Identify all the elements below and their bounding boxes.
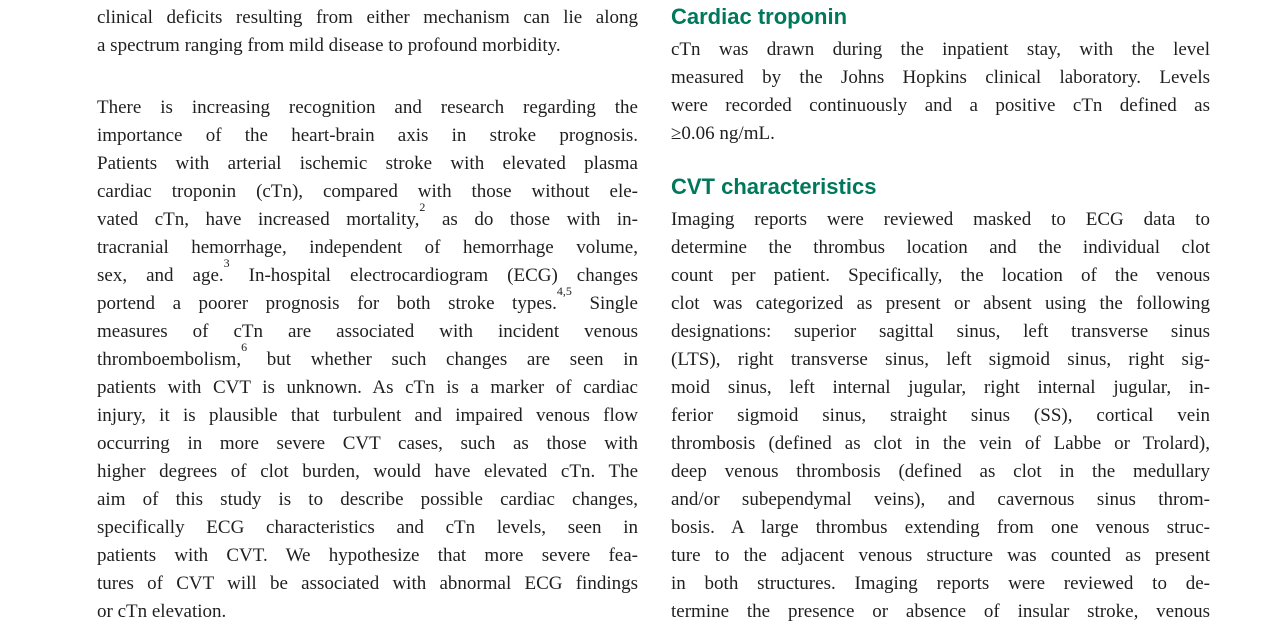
- text-line: (LTS), right transverse sinus, left sigmoid sinus, right sig-: [671, 349, 1210, 370]
- paragraph: [97, 94, 638, 626]
- section: [671, 4, 1210, 148]
- text-line: Imaging reports were reviewed masked to ECG data to: [671, 209, 1210, 230]
- paragraph: [97, 4, 638, 60]
- reference-superscript: 3: [223, 255, 230, 270]
- text-line: ≥0.06 ng/mL.: [671, 123, 775, 144]
- text-line: clot was categorized as present or absent using the following: [671, 293, 1210, 314]
- text-line: designations: superior sagittal sinus, left transverse sinus: [671, 321, 1210, 342]
- text-line: measured by the Johns Hopkins clinical laboratory. Levels: [671, 67, 1210, 88]
- text-line: and/or subependymal veins), and cavernous sinus throm-: [671, 489, 1210, 510]
- text-line: or cTn elevation.: [97, 601, 227, 622]
- right-column: [671, 4, 1210, 626]
- text-line: cTn was drawn during the inpatient stay, with the level: [671, 39, 1210, 60]
- text-line: moid sinus, left internal jugular, right internal jugular, in-: [671, 377, 1210, 398]
- text-line: vated cTn, have increased mortality,$^2$ as do those with in-: [97, 199, 639, 230]
- text-line: ture to the adjacent venous structure was counted as present: [671, 545, 1210, 566]
- section-heading: Cardiac troponin: [671, 4, 848, 29]
- text-line: were recorded continuously and a positive cTn defined as: [671, 95, 1210, 116]
- text-line: tures of CVT will be associated with abnormal ECG findings: [97, 573, 638, 594]
- text-line: There is increasing recognition and research regarding the: [97, 97, 638, 118]
- text-line: ferior sigmoid sinus, straight sinus (SS), cortical vein: [671, 405, 1210, 426]
- text-line: a spectrum ranging from mild disease to profound morbidity.: [97, 35, 561, 56]
- text-line: deep venous thrombosis (defined as clot in the medullary: [671, 461, 1210, 482]
- reference-superscript: 4,5: [556, 283, 572, 298]
- text-line: portend a poorer prognosis for both stroke types.$^{4,5}$ Single: [97, 283, 638, 314]
- text-line: cardiac troponin (cTn), compared with those without ele-: [97, 181, 638, 202]
- left-column: [97, 4, 638, 626]
- paragraph: [671, 36, 1210, 148]
- text-line: patients with CVT is unknown. As cTn is a marker of cardiac: [97, 377, 638, 398]
- text-line: importance of the heart-brain axis in stroke prognosis.: [97, 125, 638, 146]
- text-line: clinical deficits resulting from either mechanism can lie along: [97, 7, 638, 28]
- section-heading: CVT characteristics: [671, 174, 877, 199]
- text-line: measures of cTn are associated with incident venous: [97, 321, 638, 342]
- text-line: in both structures. Imaging reports were reviewed to de-: [671, 573, 1210, 594]
- text-line: thrombosis (defined as clot in the vein of Labbe or Trolard),: [671, 433, 1210, 454]
- text-line: aim of this study is to describe possible cardiac changes,: [97, 489, 638, 510]
- text-line: higher degrees of clot burden, would have elevated cTn. The: [97, 461, 638, 482]
- text-line: count per patient. Specifically, the location of the venous: [671, 265, 1210, 286]
- section: [671, 174, 1210, 626]
- paragraph: [671, 206, 1210, 626]
- text-line: occurring in more severe CVT cases, such as those with: [97, 433, 638, 454]
- text-line: thromboembolism,$^6$ but whether such changes are seen in: [97, 339, 638, 370]
- text-line: bosis. A large thrombus extending from one venous struc-: [671, 517, 1210, 538]
- text-line: sex, and age.$^3$ In-hospital electrocardiogram (ECG) changes: [97, 255, 638, 286]
- reference-superscript: 6: [241, 339, 248, 354]
- text-line: termine the presence or absence of insular stroke, venous: [671, 601, 1210, 622]
- reference-superscript: 2: [419, 199, 426, 214]
- text-line: tracranial hemorrhage, independent of hemorrhage volume,: [97, 237, 638, 258]
- text-line: patients with CVT. We hypothesize that more severe fea-: [97, 545, 638, 566]
- text-line: Patients with arterial ischemic stroke with elevated plasma: [97, 153, 638, 174]
- text-line: determine the thrombus location and the individual clot: [671, 237, 1210, 258]
- text-line: specifically ECG characteristics and cTn levels, seen in: [97, 517, 638, 538]
- text-line: injury, it is plausible that turbulent and impaired venous flow: [97, 405, 638, 426]
